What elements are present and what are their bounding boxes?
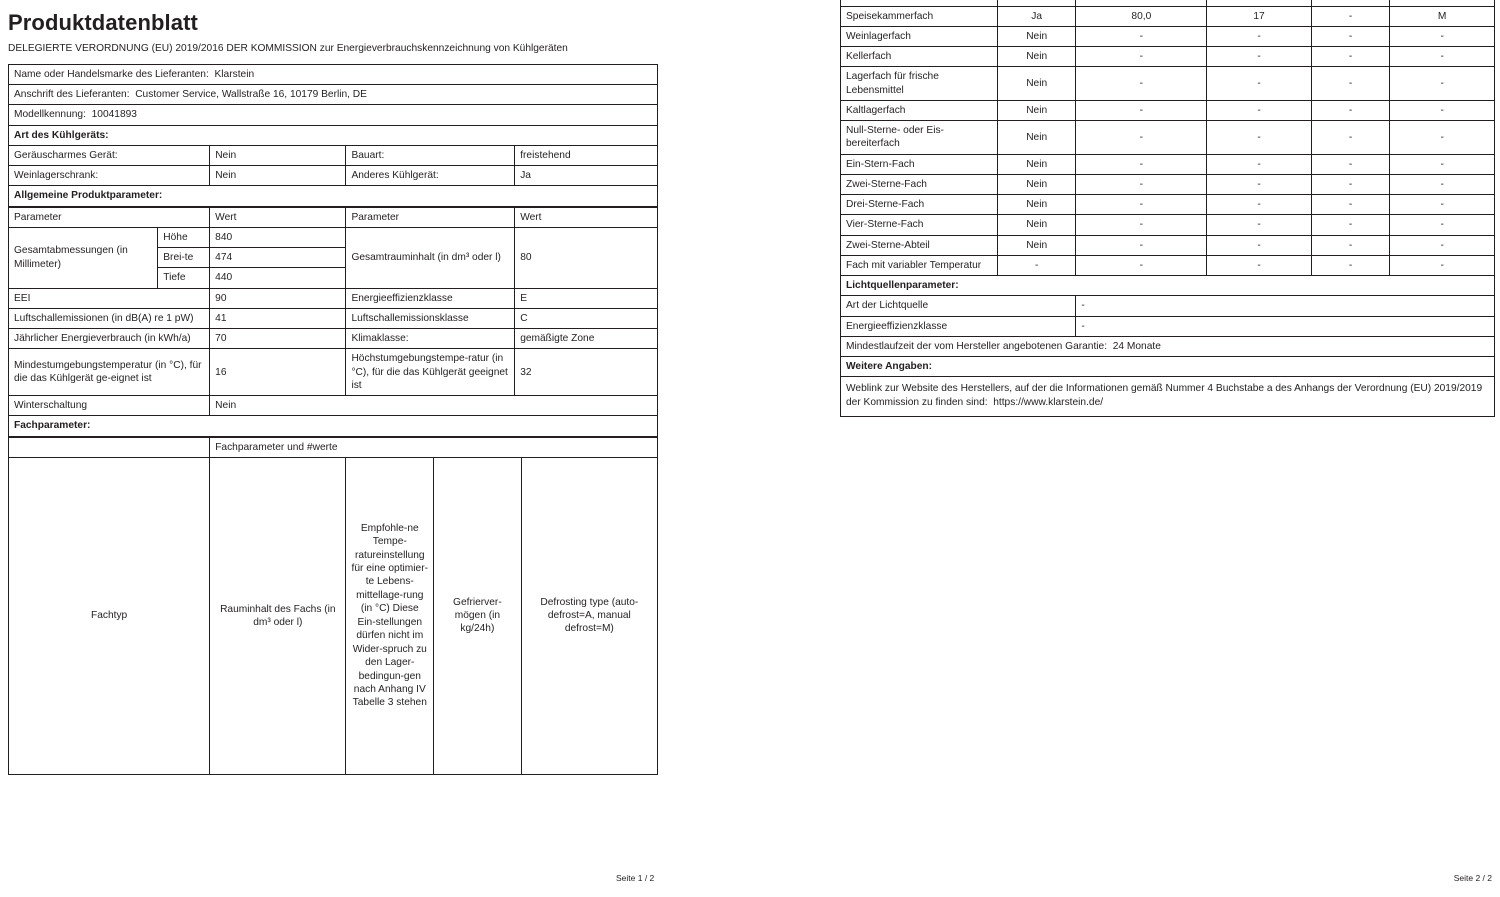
- comp-row-5-volume: -: [1076, 121, 1207, 155]
- warranty-value: 24 Monate: [1112, 340, 1161, 352]
- comp-row-6-temperature: -: [1207, 154, 1312, 174]
- table-row: [9, 166, 658, 186]
- gp-row-1-value2: C: [515, 308, 658, 328]
- comp-row-11-type: Fach mit variabler Temperatur: [841, 255, 998, 275]
- comp-row-11-defrost: -: [1390, 255, 1495, 275]
- model-id-cell: [9, 105, 658, 125]
- comp-row-0-freezing: -: [1311, 6, 1389, 26]
- gp-header-parameter-1: Parameter: [9, 207, 210, 227]
- appliance-row-0-value1: Nein: [210, 145, 346, 165]
- supplier-address-value: Customer Service, Wallstraße 16, 10179 Berlin, DE: [135, 89, 367, 101]
- comp-row-5-temperature: -: [1207, 121, 1312, 155]
- gp-row-2-label1: Jährlicher Energieverbrauch (in kWh/a): [9, 329, 210, 349]
- comp-row-10-temperature: -: [1207, 235, 1312, 255]
- comp-row-6-present: Nein: [997, 154, 1075, 174]
- comp-row-2-temperature: -: [1207, 47, 1312, 67]
- comp-row-2-type: Kellerfach: [841, 47, 998, 67]
- gp-row-0-label2: Energieeffizienzklasse: [346, 288, 515, 308]
- comp-row-9-defrost: -: [1390, 215, 1495, 235]
- comp-row-3-freezing: -: [1311, 67, 1389, 101]
- gp-row-3-value1: 16: [210, 349, 346, 396]
- comp-row-1-type: Weinlagerfach: [841, 26, 998, 46]
- table-row: [9, 396, 658, 416]
- comp-row-7-present: Nein: [997, 174, 1075, 194]
- supplier-brand-label: Name oder Handelsmarke des Lieferanten:: [14, 68, 209, 80]
- comp-row-7-freezing: -: [1311, 174, 1389, 194]
- table-row: [841, 296, 1495, 316]
- supplier-address-label: Anschrift des Lieferanten:: [14, 89, 130, 101]
- comp-row-9-freezing: -: [1311, 215, 1389, 235]
- comp-row-1-volume: -: [1076, 26, 1207, 46]
- comp-row-5-present: Nein: [997, 121, 1075, 155]
- compartment-header-table: [8, 437, 658, 775]
- comp-row-4-defrost: -: [1390, 100, 1495, 120]
- comp-row-10-present: Nein: [997, 235, 1075, 255]
- compartment-header-title: Fachparameter und #werte: [210, 437, 658, 457]
- comp-row-4-temperature: -: [1207, 100, 1312, 120]
- table-row: [9, 105, 658, 125]
- table-row: [9, 308, 658, 328]
- gp-row-3-label1: Mindestumgebungstemperatur (in °C), für die das Kühlgerät ge-eignet ist: [9, 349, 210, 396]
- table-row: [841, 67, 1495, 101]
- dimensions-value-depth: 440: [210, 268, 346, 288]
- total-volume-value: 80: [515, 227, 658, 288]
- gp-row-1-label1: Luftschallemissionen (in dB(A) re 1 pW): [9, 308, 210, 328]
- comp-row-2-volume: -: [1076, 47, 1207, 67]
- comp-row-7-volume: -: [1076, 174, 1207, 194]
- appliance-type-section-title: Art des Kühlgeräts:: [9, 125, 658, 145]
- appliance-row-1-label1: Weinlagerschrank:: [9, 166, 210, 186]
- page-number-left: Seite 1 / 2: [616, 873, 655, 883]
- gp-row-3-label2: Höchstumgebungstempe-ratur (in °C), für die das Kühlgerät geeignet ist: [346, 349, 515, 396]
- comp-row-7-type: Zwei-Sterne-Fach: [841, 174, 998, 194]
- table-row: [841, 6, 1495, 26]
- comp-row-8-defrost: -: [1390, 195, 1495, 215]
- comp-row-9-temperature: -: [1207, 215, 1312, 235]
- regulation-intro: DELEGIERTE VERORDNUNG (EU) 2019/2016 DER KOMMISSION zur Energieverbrauchskennzeichnung von Kühlgeräten: [8, 43, 568, 54]
- model-id-value: 10041893: [91, 109, 137, 121]
- dimensions-label: Gesamtabmessungen (in Millimeter): [9, 227, 158, 288]
- comp-row-8-freezing: -: [1311, 195, 1389, 215]
- table-row: [841, 316, 1495, 336]
- warranty-label: Mindestlaufzeit der vom Hersteller angebotenen Garantie:: [846, 340, 1108, 352]
- comp-row-3-present: Nein: [997, 67, 1075, 101]
- page-number-right: Seite 2 / 2: [1453, 873, 1492, 883]
- table-row: [841, 121, 1495, 155]
- comp-row-0-defrost: M: [1390, 6, 1495, 26]
- gp-row-2-label2: Klimaklasse:: [346, 329, 515, 349]
- table-row: [9, 457, 658, 774]
- gp-row-0-label1: EEI: [9, 288, 210, 308]
- datasheet-page-1: [8, 0, 658, 775]
- gp-row-2-value1: 70: [210, 329, 346, 349]
- table-row: [9, 416, 658, 436]
- comp-row-5-type: Null-Sterne- oder Eis-bereiterfach: [841, 121, 998, 155]
- gp-row-1-label2: Luftschallemissionsklasse: [346, 308, 515, 328]
- page-title: Produktdatenblatt: [8, 10, 198, 35]
- table-row: [9, 227, 658, 247]
- comp-row-3-defrost: -: [1390, 67, 1495, 101]
- comp-row-11-volume: -: [1076, 255, 1207, 275]
- comp-row-6-freezing: -: [1311, 154, 1389, 174]
- table-row: [841, 255, 1495, 275]
- page-right: [750, 0, 1500, 897]
- table-row: [841, 377, 1495, 417]
- comp-row-6-defrost: -: [1390, 154, 1495, 174]
- dimensions-sub-height: Höhe: [158, 227, 210, 247]
- table-row: [9, 437, 658, 457]
- table-row: [841, 154, 1495, 174]
- table-row: [9, 288, 658, 308]
- appliance-row-0-label1: Geräuscharmes Gerät:: [9, 145, 210, 165]
- comp-row-4-type: Kaltlagerfach: [841, 100, 998, 120]
- comp-row-3-volume: -: [1076, 67, 1207, 101]
- table-row: [841, 235, 1495, 255]
- appliance-row-0-label2: Bauart:: [346, 145, 515, 165]
- table-row: [9, 186, 658, 206]
- comp-row-9-type: Vier-Sterne-Fach: [841, 215, 998, 235]
- table-row: [9, 85, 658, 105]
- comp-row-2-defrost: -: [1390, 47, 1495, 67]
- comp-row-2-freezing: -: [1311, 47, 1389, 67]
- comp-row-8-temperature: -: [1207, 195, 1312, 215]
- comp-row-1-freezing: -: [1311, 26, 1389, 46]
- light-source-row-1-value: -: [1076, 316, 1495, 336]
- table-row: [9, 349, 658, 396]
- gp-row-1-value1: 41: [210, 308, 346, 328]
- dimensions-value-width: 474: [210, 248, 346, 268]
- comp-row-5-freezing: -: [1311, 121, 1389, 155]
- comp-row-4-present: Nein: [997, 100, 1075, 120]
- comp-row-6-type: Ein-Stern-Fach: [841, 154, 998, 174]
- compartment-col-freezing: Gefrierver-mögen (in kg/24h): [434, 457, 522, 774]
- gp-header-wert-1: Wert: [210, 207, 346, 227]
- gp-row-3-value2: 32: [515, 349, 658, 396]
- comp-row-8-type: Drei-Sterne-Fach: [841, 195, 998, 215]
- light-source-section-title: Lichtquellenparameter:: [841, 276, 1495, 296]
- table-row: [841, 174, 1495, 194]
- comp-row-7-temperature: -: [1207, 174, 1312, 194]
- comp-row-6-volume: -: [1076, 154, 1207, 174]
- winter-setting-value: Nein: [210, 396, 658, 416]
- comp-row-0-present: Ja: [997, 6, 1075, 26]
- comp-row-10-defrost: -: [1390, 235, 1495, 255]
- comp-row-5-defrost: -: [1390, 121, 1495, 155]
- comp-row-0-type: Speisekammerfach: [841, 6, 998, 26]
- total-volume-label: Gesamtrauminhalt (in dm³ oder l): [346, 227, 515, 288]
- table-row: [9, 125, 658, 145]
- compartment-col-volume: Rauminhalt des Fachs (in dm³ oder l): [210, 457, 346, 774]
- comp-row-1-defrost: -: [1390, 26, 1495, 46]
- comp-row-1-present: Nein: [997, 26, 1075, 46]
- supplier-address-cell: [9, 85, 658, 105]
- table-row: [841, 276, 1495, 296]
- comp-row-4-freezing: -: [1311, 100, 1389, 120]
- table-row: [9, 207, 658, 227]
- manufacturer-weblink-url[interactable]: https://www.klarstein.de/: [993, 396, 1104, 408]
- compartment-header-empty: [9, 437, 210, 457]
- comp-row-3-type: Lagerfach für frische Lebensmittel: [841, 67, 998, 101]
- gp-header-wert-2: Wert: [515, 207, 658, 227]
- table-row: [841, 215, 1495, 235]
- comp-row-2-present: Nein: [997, 47, 1075, 67]
- gp-row-0-value1: 90: [210, 288, 346, 308]
- general-parameters-table: [8, 207, 658, 437]
- comp-row-1-temperature: -: [1207, 26, 1312, 46]
- comp-row-7-defrost: -: [1390, 174, 1495, 194]
- table-row: [841, 195, 1495, 215]
- light-source-row-0-label: Art der Lichtquelle: [841, 296, 1076, 316]
- dimensions-sub-depth: Tiefe: [158, 268, 210, 288]
- table-row: [9, 145, 658, 165]
- gp-header-parameter-2: Parameter: [346, 207, 515, 227]
- appliance-row-1-value2: Ja: [515, 166, 658, 186]
- gp-row-0-value2: E: [515, 288, 658, 308]
- compartment-section-title: Fachparameter:: [9, 416, 658, 436]
- appliance-row-1-label2: Anderes Kühlgerät:: [346, 166, 515, 186]
- comp-row-4-volume: -: [1076, 100, 1207, 120]
- comp-row-0-volume: 80,0: [1076, 6, 1207, 26]
- comp-row-10-volume: -: [1076, 235, 1207, 255]
- table-row: [841, 100, 1495, 120]
- model-id-label: Modellkennung:: [14, 109, 86, 121]
- winter-setting-label: Winterschaltung: [9, 396, 210, 416]
- comp-row-11-freezing: -: [1311, 255, 1389, 275]
- table-row: [841, 26, 1495, 46]
- table-row: [841, 357, 1495, 377]
- comp-row-9-volume: -: [1076, 215, 1207, 235]
- supplier-table: [8, 64, 658, 207]
- table-row: [9, 64, 658, 84]
- datasheet-page-2: [840, 0, 1495, 417]
- dimensions-value-height: 840: [210, 227, 346, 247]
- further-section-title: Weitere Angaben:: [841, 357, 1495, 377]
- comp-row-0-temperature: 17: [1207, 6, 1312, 26]
- comp-row-8-present: Nein: [997, 195, 1075, 215]
- supplier-brand-value: Klarstein: [214, 68, 255, 80]
- light-source-row-1-label: Energieeffizienzklasse: [841, 316, 1076, 336]
- comp-row-9-present: Nein: [997, 215, 1075, 235]
- compartment-col-temperature: Empfohle-ne Tempe-ratureinstellung für eine optimier-te Lebens-mittellage-rung (in °C) Diese Ein-stellungen dürfen nicht im Wider-spruch zu den Lager-bedingun-gen nach Anhang IV Tabelle 3 stehen: [346, 457, 434, 774]
- comp-row-3-temperature: -: [1207, 67, 1312, 101]
- comp-row-11-temperature: -: [1207, 255, 1312, 275]
- warranty-cell: [841, 336, 1495, 356]
- table-row: [9, 329, 658, 349]
- comp-row-11-present: -: [997, 255, 1075, 275]
- gp-row-2-value2: gemäßigte Zone: [515, 329, 658, 349]
- appliance-row-1-value1: Nein: [210, 166, 346, 186]
- general-parameters-section-title: Allgemeine Produktparameter:: [9, 186, 658, 206]
- table-row: [841, 47, 1495, 67]
- compartment-values-table: [840, 0, 1495, 417]
- table-row: [841, 336, 1495, 356]
- comp-row-10-freezing: -: [1311, 235, 1389, 255]
- manufacturer-weblink-cell: [841, 377, 1495, 417]
- light-source-row-0-value: -: [1076, 296, 1495, 316]
- manufacturer-weblink-text: Weblink zur Website des Herstellers, auf der die Informationen gemäß Nummer 4 Buchstabe a des Anhangs der Verordnung (EU) 2019/2019 der Kommission zu finden sind:: [846, 383, 1483, 408]
- supplier-brand-cell: [9, 64, 658, 84]
- appliance-row-0-value2: freistehend: [515, 145, 658, 165]
- dimensions-sub-width: Brei-te: [158, 248, 210, 268]
- compartment-col-type: Fachtyp: [9, 457, 210, 774]
- compartment-col-defrost: Defrosting type (auto-defrost=A, manual defrost=M): [521, 457, 657, 774]
- comp-row-8-volume: -: [1076, 195, 1207, 215]
- comp-row-10-type: Zwei-Sterne-Abteil: [841, 235, 998, 255]
